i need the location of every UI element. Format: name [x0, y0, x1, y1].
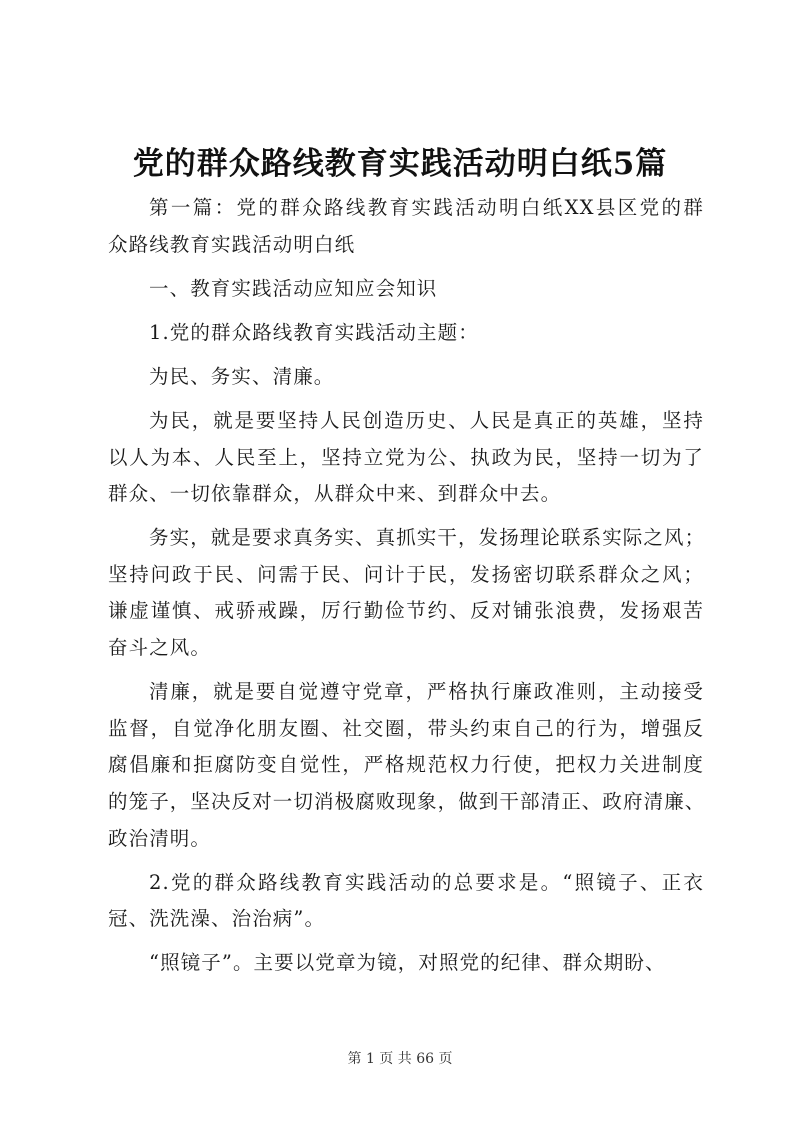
paragraph-line: 冠、洗洗澡、治治病”。: [108, 907, 326, 931]
page-indicator: 第 1 页 共 66 页: [347, 1051, 453, 1067]
section-heading: 一、教育实践活动应知应会知识: [149, 276, 438, 300]
paragraph-line: 政治清明。: [108, 826, 212, 850]
document-body: [108, 190, 704, 982]
paragraph-line: 腐倡廉和拒腐防变自觉性，严格规范权力行使，把权力关进制度: [108, 753, 704, 777]
paragraph-line: 务实，就是要求真务实、真抓实干，发扬理论联系实际之风；: [149, 526, 706, 550]
document-title: 党的群众路线教育实践活动明白纸5篇: [132, 146, 668, 182]
paragraph-line: 的笼子，坚决反对一切消极腐败现象，做到干部清正、政府清廉、: [108, 789, 706, 813]
paragraph-line: 众路线教育实践活动明白纸: [108, 232, 356, 256]
paragraph-line: 奋斗之风。: [108, 636, 212, 660]
paragraph-line: 坚持问政于民、问需于民、问计于民，发扬密切联系群众之风；: [108, 562, 704, 586]
paragraph-line: 以人为本、人民至上，坚持立党为公、执政为民，坚持一切为了: [108, 445, 704, 469]
paragraph-line: 谦虚谨慎、戒骄戒躁，厉行勤俭节约、反对铺张浪费，发扬艰苦: [108, 599, 704, 623]
paragraph-line: 为民，就是要坚持人民创造历史、人民是真正的英雄，坚持: [149, 408, 704, 432]
paragraph-line: 为民、务实、清廉。: [149, 364, 335, 388]
paragraph-line: 群众、一切依靠群众，从群众中来、到群众中去。: [108, 482, 562, 506]
paragraph-line: 监督，自觉净化朋友圈、社交圈，带头约束自己的行为，增强反: [108, 716, 704, 740]
paragraph-line: “照镜子”。主要以党章为镜，对照党的纪律、群众期盼、: [149, 951, 666, 975]
paragraph-line: 清廉，就是要自觉遵守党章，严格执行廉政准则，主动接受: [149, 680, 704, 704]
paragraph-line: 2.党的群众路线教育实践活动的总要求是。“照镜子、正衣: [149, 870, 704, 894]
paragraph-line: 第一篇：党的群众路线教育实践活动明白纸XX县区党的群: [149, 196, 704, 219]
subsection-heading: 1.党的群众路线教育实践活动主题：: [149, 320, 479, 344]
